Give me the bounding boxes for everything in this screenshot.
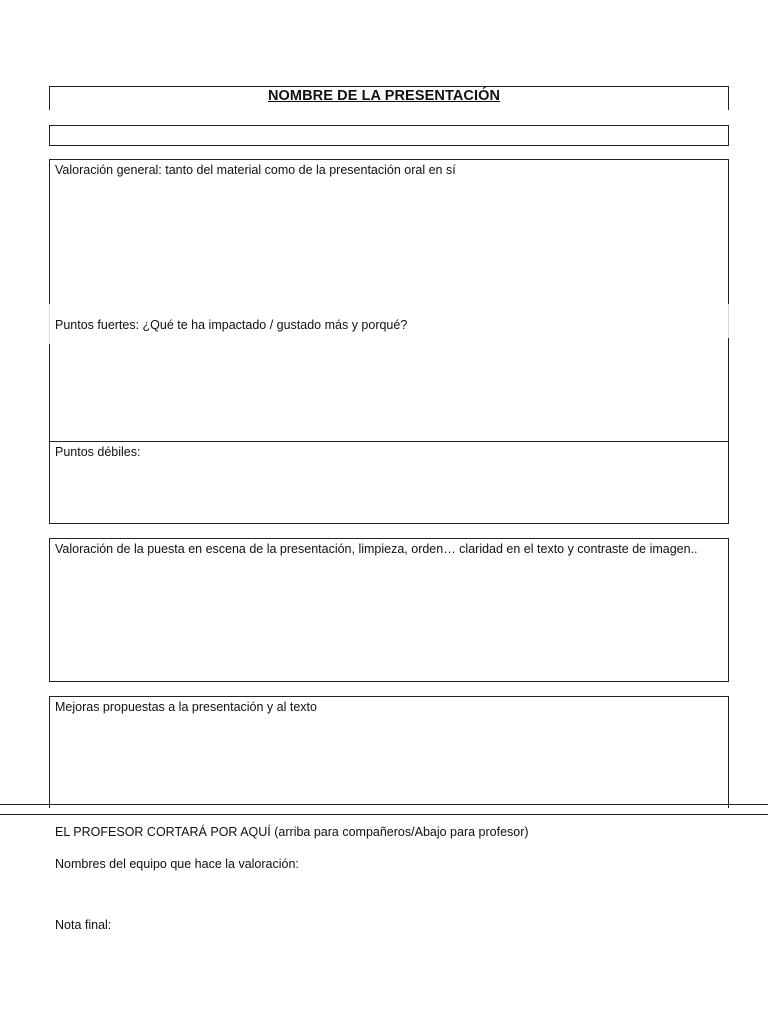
improvements-box[interactable] (49, 696, 729, 808)
weaknesses-label: Puntos débiles: (55, 445, 141, 459)
strengths-label: Puntos fuertes: ¿Qué te ha impactado / gustado más y porqué? (55, 318, 408, 332)
staging-assessment-box[interactable] (49, 538, 729, 682)
weaknesses-box[interactable] (49, 441, 729, 524)
improvements-label: Mejoras propuestas a la presentación y al texto (55, 700, 317, 714)
cut-notice: EL PROFESOR CORTARÁ POR AQUÍ (arriba para compañeros/Abajo para profesor) (55, 825, 529, 839)
scan-artifact-right (728, 304, 729, 338)
final-grade-label: Nota final: (55, 918, 112, 932)
cut-line-top (0, 804, 768, 805)
general-assessment-label: Valoración general: tanto del material como de la presentación oral en sí (55, 163, 456, 177)
team-names-label: Nombres del equipo que hace la valoración: (55, 857, 299, 871)
presentation-name-field[interactable] (49, 125, 729, 146)
staging-assessment-label: Valoración de la puesta en escena de la presentación, limpieza, orden… claridad en el texto y contraste de imagen.. (55, 542, 698, 556)
cut-line-bottom (0, 814, 768, 815)
general-assessment-box[interactable] (49, 159, 729, 304)
strengths-box[interactable] (49, 303, 729, 443)
page-title: NOMBRE DE LA PRESENTACIÓN (267, 88, 501, 104)
scan-artifact-left (49, 304, 50, 344)
